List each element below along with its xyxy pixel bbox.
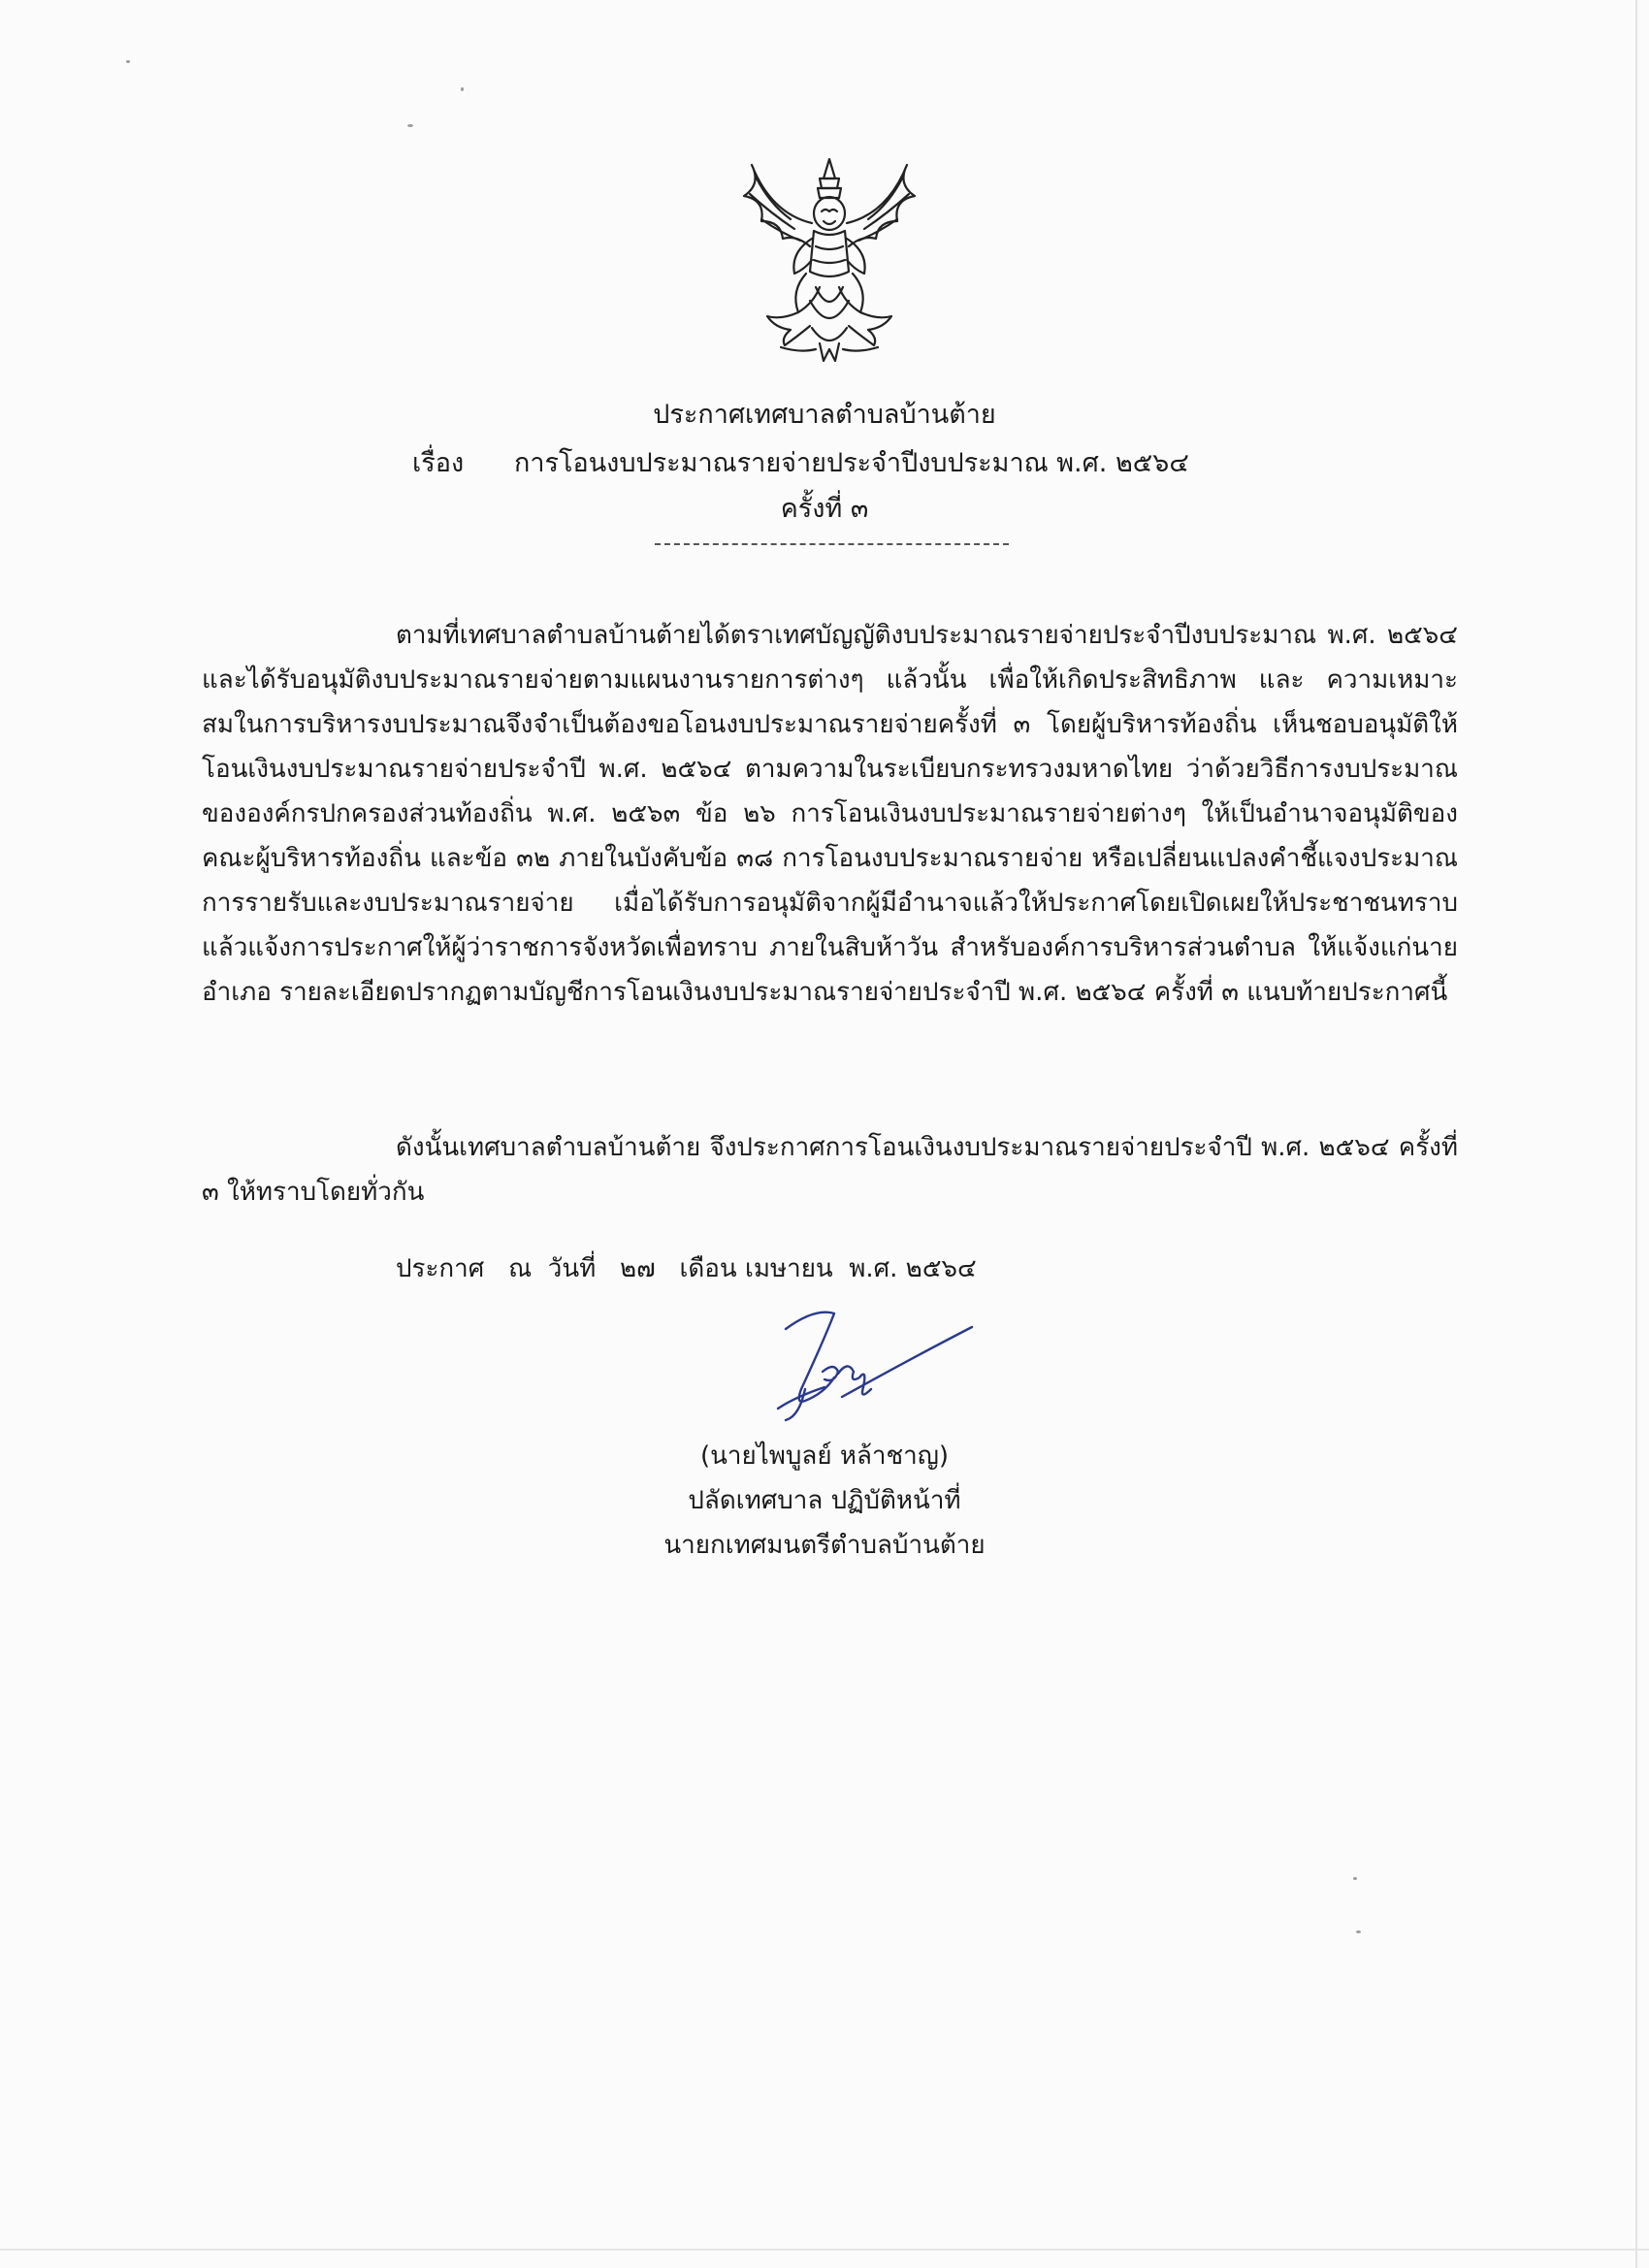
scan-speck xyxy=(126,60,130,63)
scan-speck xyxy=(1353,1877,1357,1880)
title-divider xyxy=(655,543,1009,545)
document-title: ประกาศเทศบาลตำบลบ้านต้าย xyxy=(653,400,996,430)
round-number: ครั้งที่ ๓ xyxy=(780,494,869,524)
scan-speck xyxy=(407,124,413,127)
signatory-acting-title: นายกเทศมนตรีตำบลบ้านต้าย xyxy=(663,1531,986,1560)
subject-label: เรื่อง xyxy=(412,448,465,478)
subject-text: การโอนงบประมาณรายจ่ายประจำปีงบประมาณ พ.ศ. ๒๕๖๔ xyxy=(514,448,1189,478)
signatory-name: (นายไพบูลย์ หล้าชาญ) xyxy=(699,1442,950,1471)
scan-edge xyxy=(1635,0,1637,2268)
scan-speck xyxy=(1356,1930,1361,1933)
signatory-position: ปลัดเทศบาล ปฏิบัติหน้าที่ xyxy=(688,1486,961,1515)
scan-speck xyxy=(461,87,464,91)
conclusion-paragraph: ดังนั้นเทศบาลตำบลบ้านต้าย จึงประกาศการโอนเงินงบประมาณรายจ่ายประจำปี พ.ศ. ๒๕๖๔ ครั้งที่ ๓ ให้ทราบโดยทั่วกัน xyxy=(202,1133,1458,1207)
scan-edge xyxy=(0,2249,1649,2251)
handwritten-signature-icon xyxy=(766,1300,989,1436)
garuda-emblem-icon xyxy=(723,146,936,378)
body-paragraph: ตามที่เทศบาลตำบลบ้านต้ายได้ตราเทศบัญญัติงบประมาณรายจ่ายประจำปีงบประมาณ พ.ศ. ๒๕๖๔ และได้รับอนุมัติงบประมาณรายจ่ายตามแผนงานรายการต่างๆ แล้วนั้น เพื่อให้เกิดประสิทธิภาพ และ ความเหมาะสมในการบริหารงบประมาณจึงจำเป็นต้องขอโอนงบประมาณรายจ่ายครั้งที่ ๓ โดยผู้บริหารท้องถิ่น เห็นชอบอนุมัติให้โอนเงินงบประมาณรายจ่ายประจำปี พ.ศ. ๒๕๖๔ ตามความในระเบียบกระทรวงมหาดไทย ว่าด้วยวิธีการงบประมาณขององค์กรปกครองส่วนท้องถิ่น พ.ศ. ๒๕๖๓ ข้อ ๒๖ การโอนเงินงบประมาณรายจ่ายต่างๆ ให้เป็นอำนาจอนุมัติของคณะผู้บริหารท้องถิ่น และข้อ ๓๒ ภายในบังคับข้อ ๓๘ การโอนงบประมาณรายจ่าย หรือเปลี่ยนแปลงคำชี้แจงประมาณการรายรับและงบประมาณรายจ่าย เมื่อได้รับการอนุมัติจากผู้มีอำนาจแล้วให้ประกาศโดยเปิดเผยให้ประชาชนทราบ แล้วแจ้งการประกาศให้ผู้ว่าราชการจังหวัดเพื่อทราบ ภายในสิบห้าวัน สำหรับองค์การบริหารส่วนตำบล ให้แจ้งแก่นายอำเภอ รายละเอียดปรากฏตามบัญชีการโอนเงินงบประมาณรายจ่ายประจำปี พ.ศ. ๒๕๖๔ ครั้งที่ ๓ แนบท้ายประกาศนี้ xyxy=(202,621,1458,1007)
subject-line xyxy=(412,444,1189,483)
announcement-date: ประกาศ ณ วันที่ ๒๗ เดือน เมษายน พ.ศ. ๒๕๖๔ xyxy=(396,1254,977,1283)
